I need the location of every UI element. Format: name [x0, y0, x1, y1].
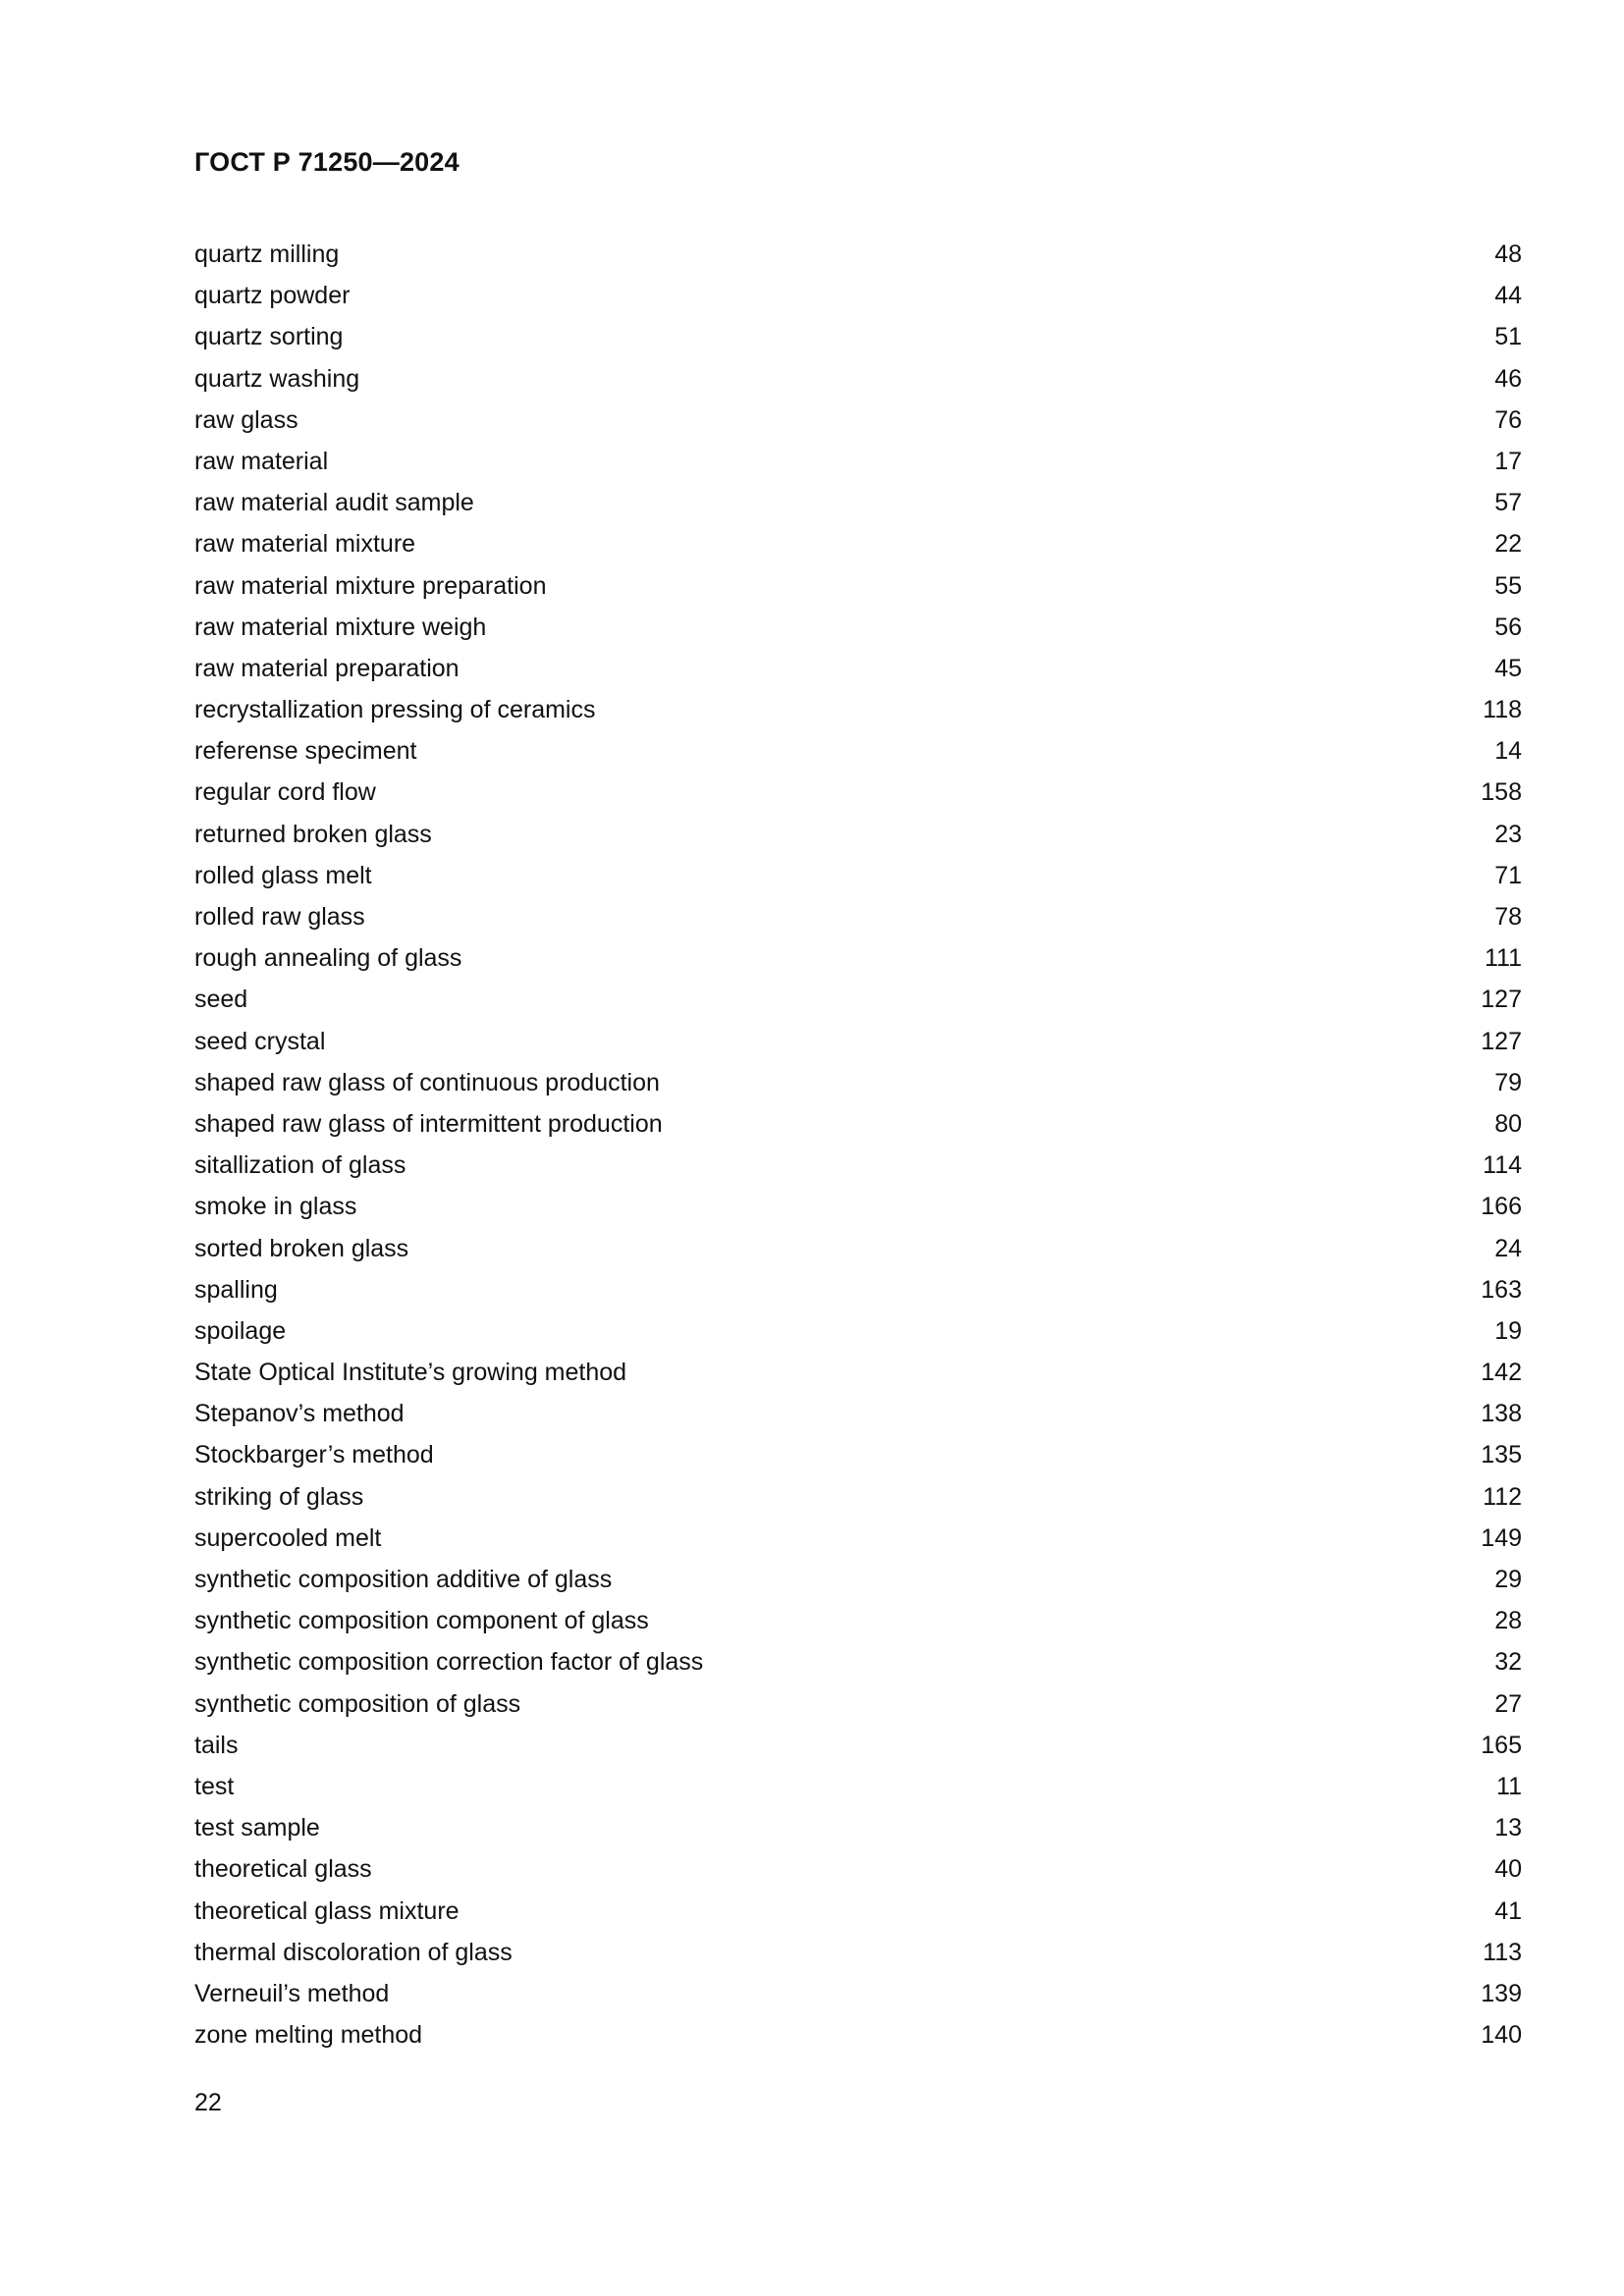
index-term: quartz powder: [194, 282, 351, 310]
index-term-number: 41: [1494, 1896, 1522, 1925]
index-term-number: 55: [1494, 571, 1522, 600]
index-term: theoretical glass: [194, 1855, 372, 1884]
index-entry: [194, 523, 1522, 564]
index-term: quartz milling: [194, 240, 340, 268]
index-term: Stepanov’s method: [194, 1400, 405, 1428]
index-term-number: 142: [1481, 1359, 1522, 1387]
index-entry: [194, 772, 1522, 813]
index-entry: [194, 1186, 1522, 1227]
index-term-number: 111: [1484, 944, 1522, 973]
index-entry: [194, 1683, 1522, 1725]
index-entry: [194, 1891, 1522, 1932]
index-term-number: 158: [1481, 778, 1522, 807]
index-entry: [194, 1848, 1522, 1890]
index-term: synthetic composition component of glass: [194, 1607, 649, 1635]
index-term-number: 118: [1483, 696, 1522, 724]
index-entry: [194, 565, 1522, 607]
document-header: ГОСТ Р 71250—2024: [194, 147, 460, 177]
index-term-number: 139: [1481, 1979, 1522, 2007]
index-term: raw material: [194, 447, 329, 475]
index-term: returned broken glass: [194, 820, 432, 848]
index-term: sitallization of glass: [194, 1151, 406, 1180]
index-term: sorted broken glass: [194, 1234, 409, 1262]
index-term-number: 22: [1494, 530, 1522, 559]
index-term-number: 45: [1494, 654, 1522, 682]
index-term: smoke in glass: [194, 1193, 357, 1221]
index-term-number: 28: [1494, 1607, 1522, 1635]
index-entry: [194, 1725, 1522, 1766]
index-entry: [194, 316, 1522, 357]
index-term-number: 17: [1494, 447, 1522, 475]
index-term-number: 23: [1494, 820, 1522, 848]
index-term-number: 29: [1494, 1566, 1522, 1593]
index-term-number: 78: [1494, 903, 1522, 931]
index-entry: [194, 1600, 1522, 1641]
index-term-number: 11: [1496, 1772, 1522, 1800]
index-entry: [194, 1228, 1522, 1269]
index-term: raw material mixture weigh: [194, 613, 487, 641]
index-term: raw material mixture preparation: [194, 571, 547, 600]
index-entry: [194, 1807, 1522, 1848]
index-term: recrystallization pressing of ceramics: [194, 696, 596, 724]
index-term-number: 165: [1481, 1731, 1522, 1759]
index-entry: [194, 1766, 1522, 1807]
index-term: Stockbarger’s method: [194, 1441, 434, 1469]
index-term-number: 163: [1481, 1275, 1522, 1304]
index-entry: [194, 1062, 1522, 1103]
index-term: State Optical Institute’s growing method: [194, 1359, 627, 1387]
index-term-number: 112: [1483, 1482, 1522, 1511]
index-term-number: 71: [1494, 861, 1522, 889]
index-entry: [194, 689, 1522, 730]
index-term-number: 27: [1494, 1689, 1522, 1718]
index-term-number: 127: [1481, 1027, 1522, 1055]
index-term-number: 44: [1494, 282, 1522, 310]
index-term-number: 140: [1481, 2021, 1522, 2050]
index-entry: [194, 1269, 1522, 1310]
index-term: raw material mixture: [194, 530, 416, 559]
index-term-number: 113: [1483, 1938, 1522, 1966]
index-entry: [194, 730, 1522, 772]
index-entry: [194, 1932, 1522, 1973]
index-term-number: 114: [1483, 1151, 1522, 1180]
index-term-number: 80: [1494, 1109, 1522, 1138]
index-entry: [194, 1641, 1522, 1682]
index-term: shaped raw glass of intermittent production: [194, 1109, 663, 1138]
page-number: 22: [194, 2089, 222, 2116]
index-term: synthetic composition of glass: [194, 1689, 521, 1718]
index-entry: [194, 358, 1522, 400]
index-entry: [194, 896, 1522, 937]
index-term: synthetic composition correction factor of glass: [194, 1648, 704, 1677]
index-term-number: 76: [1494, 405, 1522, 434]
index-entry: [194, 979, 1522, 1020]
index-term: quartz sorting: [194, 323, 344, 351]
index-entry: [194, 855, 1522, 896]
index-term-number: 24: [1494, 1234, 1522, 1262]
index-term: zone melting method: [194, 2021, 423, 2050]
index-entry: [194, 1352, 1522, 1393]
index-entry: [194, 1559, 1522, 1600]
index-term: test sample: [194, 1814, 320, 1842]
index-entry: [194, 275, 1522, 316]
index-entry: [194, 648, 1522, 689]
index-term-number: 149: [1481, 1523, 1522, 1552]
index-entry: [194, 482, 1522, 523]
index-entry: [194, 1103, 1522, 1145]
index-term: rough annealing of glass: [194, 944, 462, 973]
index-term: spoilage: [194, 1316, 287, 1345]
index-term-number: 138: [1481, 1400, 1522, 1428]
index-entry: [194, 814, 1522, 855]
index-term: synthetic composition additive of glass: [194, 1566, 613, 1593]
index-term-number: 166: [1481, 1193, 1522, 1221]
index-entry: [194, 1518, 1522, 1559]
index-entry: [194, 441, 1522, 482]
index-term: seed: [194, 986, 248, 1014]
index-term: striking of glass: [194, 1482, 364, 1511]
index-term-number: 14: [1494, 737, 1522, 766]
index-entry: [194, 1973, 1522, 2014]
index-term: shaped raw glass of continuous production: [194, 1068, 660, 1096]
index-entry: [194, 1393, 1522, 1434]
index-term-number: 46: [1494, 364, 1522, 393]
index-entry: [194, 1145, 1522, 1186]
term-index-list: [194, 234, 1522, 2056]
index-term: test: [194, 1772, 235, 1800]
index-term: regular cord flow: [194, 778, 376, 807]
index-term-number: 135: [1481, 1441, 1522, 1469]
index-term-number: 79: [1494, 1068, 1522, 1096]
index-term: theoretical glass mixture: [194, 1896, 460, 1925]
index-term: rolled glass melt: [194, 861, 372, 889]
index-term: thermal discoloration of glass: [194, 1938, 513, 1966]
index-term-number: 40: [1494, 1855, 1522, 1884]
index-term: raw material audit sample: [194, 489, 474, 517]
index-term: tails: [194, 1731, 239, 1759]
index-entry: [194, 1434, 1522, 1475]
index-term: referense speciment: [194, 737, 417, 766]
index-term: supercooled melt: [194, 1523, 382, 1552]
index-term: seed crystal: [194, 1027, 326, 1055]
index-term: quartz washing: [194, 364, 360, 393]
index-entry: [194, 400, 1522, 441]
index-entry: [194, 607, 1522, 648]
index-entry: [194, 1476, 1522, 1518]
index-term-number: 32: [1494, 1648, 1522, 1677]
index-term-number: 19: [1494, 1316, 1522, 1345]
index-term: spalling: [194, 1275, 278, 1304]
index-entry: [194, 1021, 1522, 1062]
index-term-number: 51: [1494, 323, 1522, 351]
index-term: rolled raw glass: [194, 903, 365, 931]
index-term-number: 127: [1481, 986, 1522, 1014]
index-term-number: 57: [1494, 489, 1522, 517]
index-term: raw material preparation: [194, 654, 460, 682]
index-entry: [194, 2014, 1522, 2056]
index-term-number: 13: [1494, 1814, 1522, 1842]
index-term-number: 48: [1494, 240, 1522, 268]
index-term: Verneuil’s method: [194, 1979, 390, 2007]
index-entry: [194, 937, 1522, 979]
index-entry: [194, 1310, 1522, 1352]
index-entry: [194, 234, 1522, 275]
index-term: raw glass: [194, 405, 298, 434]
index-term-number: 56: [1494, 613, 1522, 641]
